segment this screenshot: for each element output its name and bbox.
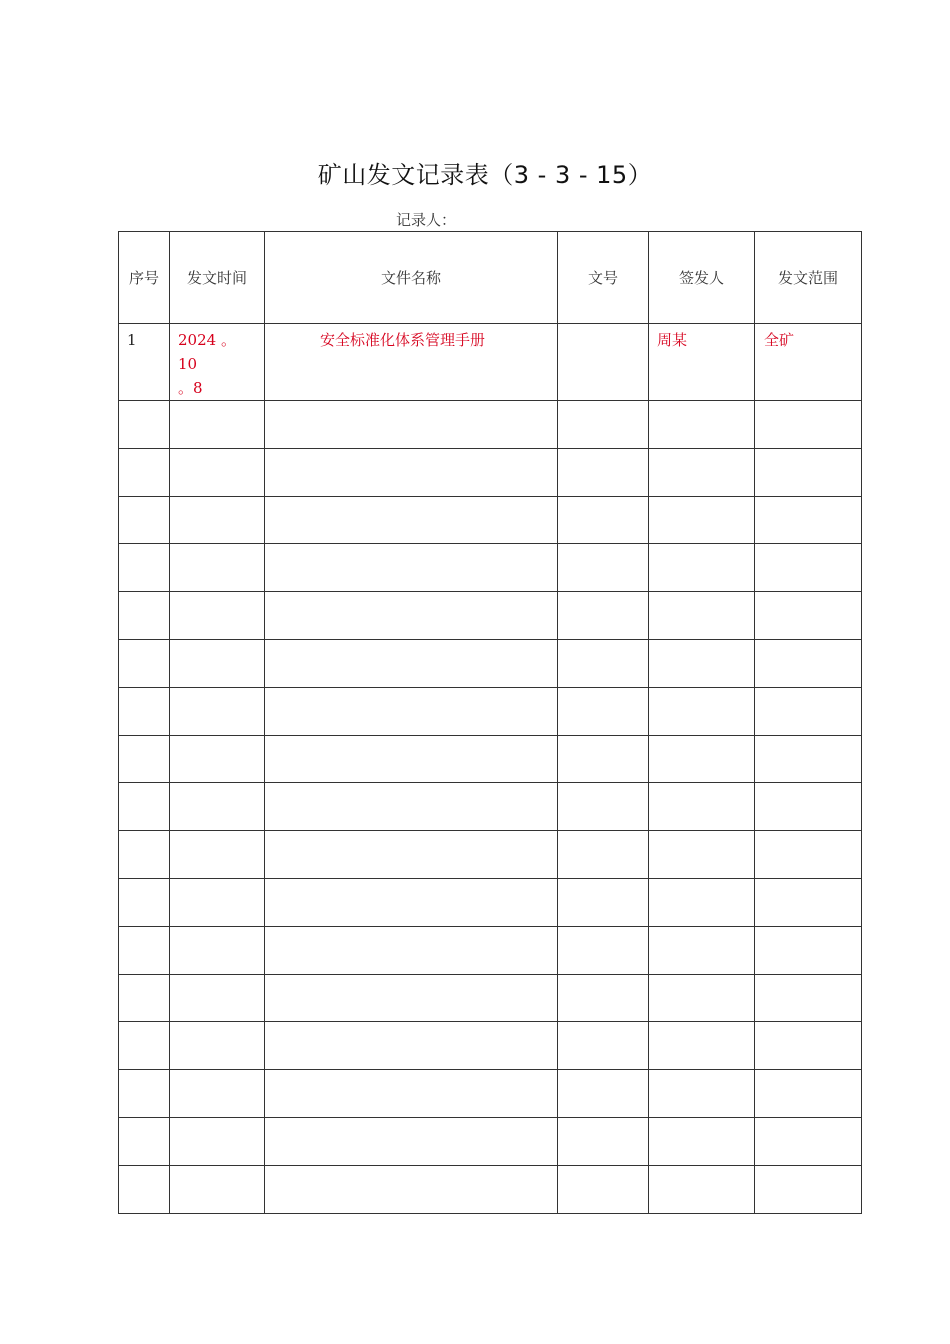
cell-signer[interactable] [649,1117,755,1165]
cell-signer: 周某 [649,324,755,401]
cell-seq[interactable] [119,735,170,783]
cell-signer[interactable] [649,592,755,640]
cell-signer[interactable] [649,926,755,974]
cell-scope[interactable] [755,1165,862,1213]
cell-signer[interactable] [649,1070,755,1118]
cell-date[interactable] [170,592,265,640]
cell-seq[interactable] [119,639,170,687]
table-row [119,544,862,592]
cell-scope[interactable] [755,496,862,544]
cell-scope[interactable] [755,1022,862,1070]
recorder-label: 记录人： [396,211,457,229]
cell-scope[interactable] [755,926,862,974]
cell-signer[interactable] [649,831,755,879]
dispatch-log-table [118,231,862,1214]
cell-doc-number[interactable] [558,1070,649,1118]
cell-scope[interactable] [755,974,862,1022]
cell-file-name[interactable] [265,448,558,496]
cell-file-name[interactable] [265,1117,558,1165]
cell-doc-number[interactable] [558,831,649,879]
cell-seq[interactable] [119,687,170,735]
cell-seq[interactable] [119,592,170,640]
cell-file-name[interactable] [265,1022,558,1070]
cell-doc-number[interactable] [558,878,649,926]
cell-seq[interactable] [119,448,170,496]
cell-file-name[interactable] [265,831,558,879]
cell-seq[interactable] [119,974,170,1022]
table-row [119,783,862,831]
table-row [119,687,862,735]
table-header-row [119,232,862,324]
cell-date-line1: 2024 。 10 [178,331,236,373]
cell-date-line2: 。8 [178,379,203,397]
cell-date[interactable] [170,878,265,926]
cell-date[interactable] [170,974,265,1022]
cell-scope[interactable] [755,544,862,592]
cell-signer[interactable] [649,1022,755,1070]
header-doc-number: 文号 [558,232,649,324]
cell-file-name[interactable] [265,878,558,926]
table-row [119,639,862,687]
cell-date[interactable] [170,401,265,449]
cell-date[interactable] [170,1022,265,1070]
cell-signer[interactable] [649,544,755,592]
cell-seq[interactable] [119,926,170,974]
header-signer: 签发人 [649,232,755,324]
cell-file-name[interactable] [265,926,558,974]
table-row [119,1022,862,1070]
cell-scope[interactable] [755,448,862,496]
cell-doc-number[interactable] [558,783,649,831]
cell-file-name[interactable] [265,1070,558,1118]
cell-doc-number[interactable] [558,1117,649,1165]
cell-date[interactable] [170,1165,265,1213]
cell-signer[interactable] [649,687,755,735]
cell-signer[interactable] [649,735,755,783]
cell-date[interactable] [170,639,265,687]
table-row [119,974,862,1022]
cell-file-name[interactable] [265,687,558,735]
cell-seq[interactable] [119,544,170,592]
table-row [119,831,862,879]
table-row [119,1165,862,1213]
cell-seq: 1 [119,324,170,401]
table-row [119,1117,862,1165]
cell-seq[interactable] [119,1165,170,1213]
cell-signer[interactable] [649,878,755,926]
cell-signer[interactable] [649,974,755,1022]
cell-doc-number[interactable] [558,1022,649,1070]
cell-doc-number[interactable] [558,974,649,1022]
cell-doc-number[interactable] [558,1165,649,1213]
table-row [119,1070,862,1118]
table-row [119,401,862,449]
cell-file-name[interactable] [265,639,558,687]
cell-date[interactable] [170,1117,265,1165]
cell-seq[interactable] [119,1070,170,1118]
header-scope: 发文范围 [755,232,862,324]
cell-date[interactable] [170,735,265,783]
header-file-name: 文件名称 [265,232,558,324]
cell-seq[interactable] [119,401,170,449]
cell-date[interactable] [170,544,265,592]
table-row [119,448,862,496]
cell-date[interactable] [170,926,265,974]
cell-date[interactable] [170,783,265,831]
header-seq: 序号 [119,232,170,324]
cell-date[interactable] [170,1070,265,1118]
cell-file-name[interactable] [265,496,558,544]
cell-scope[interactable] [755,735,862,783]
cell-seq[interactable] [119,496,170,544]
cell-doc-number[interactable] [558,448,649,496]
cell-date[interactable] [170,687,265,735]
header-date: 发文时间 [170,232,265,324]
cell-scope[interactable] [755,1070,862,1118]
cell-date[interactable] [170,496,265,544]
cell-file-name[interactable] [265,401,558,449]
cell-seq[interactable] [119,1117,170,1165]
cell-file-name[interactable] [265,783,558,831]
table-row [119,735,862,783]
cell-scope[interactable] [755,831,862,879]
cell-file-name: 安全标准化体系管理手册 [265,324,558,401]
cell-doc-number[interactable] [558,687,649,735]
cell-doc-number[interactable] [558,639,649,687]
cell-scope[interactable] [755,592,862,640]
cell-seq[interactable] [119,831,170,879]
cell-scope[interactable] [755,783,862,831]
cell-doc-number[interactable] [558,592,649,640]
cell-date[interactable] [170,448,265,496]
table-row [119,324,862,401]
cell-scope[interactable] [755,401,862,449]
cell-signer[interactable] [649,639,755,687]
cell-signer[interactable] [649,448,755,496]
cell-scope: 全矿 [755,324,862,401]
cell-signer[interactable] [649,783,755,831]
cell-file-name[interactable] [265,1165,558,1213]
cell-doc-number[interactable] [558,544,649,592]
table-row [119,592,862,640]
cell-seq[interactable] [119,1022,170,1070]
table-row [119,878,862,926]
cell-seq[interactable] [119,878,170,926]
cell-file-name[interactable] [265,735,558,783]
cell-doc-number[interactable] [558,735,649,783]
cell-doc-number[interactable] [558,401,649,449]
cell-signer[interactable] [649,1165,755,1213]
cell-seq[interactable] [119,783,170,831]
cell-signer[interactable] [649,496,755,544]
cell-scope[interactable] [755,639,862,687]
table-row [119,926,862,974]
cell-scope[interactable] [755,687,862,735]
cell-file-name[interactable] [265,544,558,592]
cell-date[interactable] [170,831,265,879]
table-row [119,496,862,544]
cell-file-name[interactable] [265,592,558,640]
cell-signer[interactable] [649,401,755,449]
cell-date [170,324,265,401]
page-title: 矿山发文记录表（3 - 3 - 15） [317,161,653,189]
cell-doc-number[interactable] [558,926,649,974]
cell-file-name[interactable] [265,974,558,1022]
cell-scope[interactable] [755,1117,862,1165]
cell-doc-number [558,324,649,401]
cell-scope[interactable] [755,878,862,926]
cell-doc-number[interactable] [558,496,649,544]
